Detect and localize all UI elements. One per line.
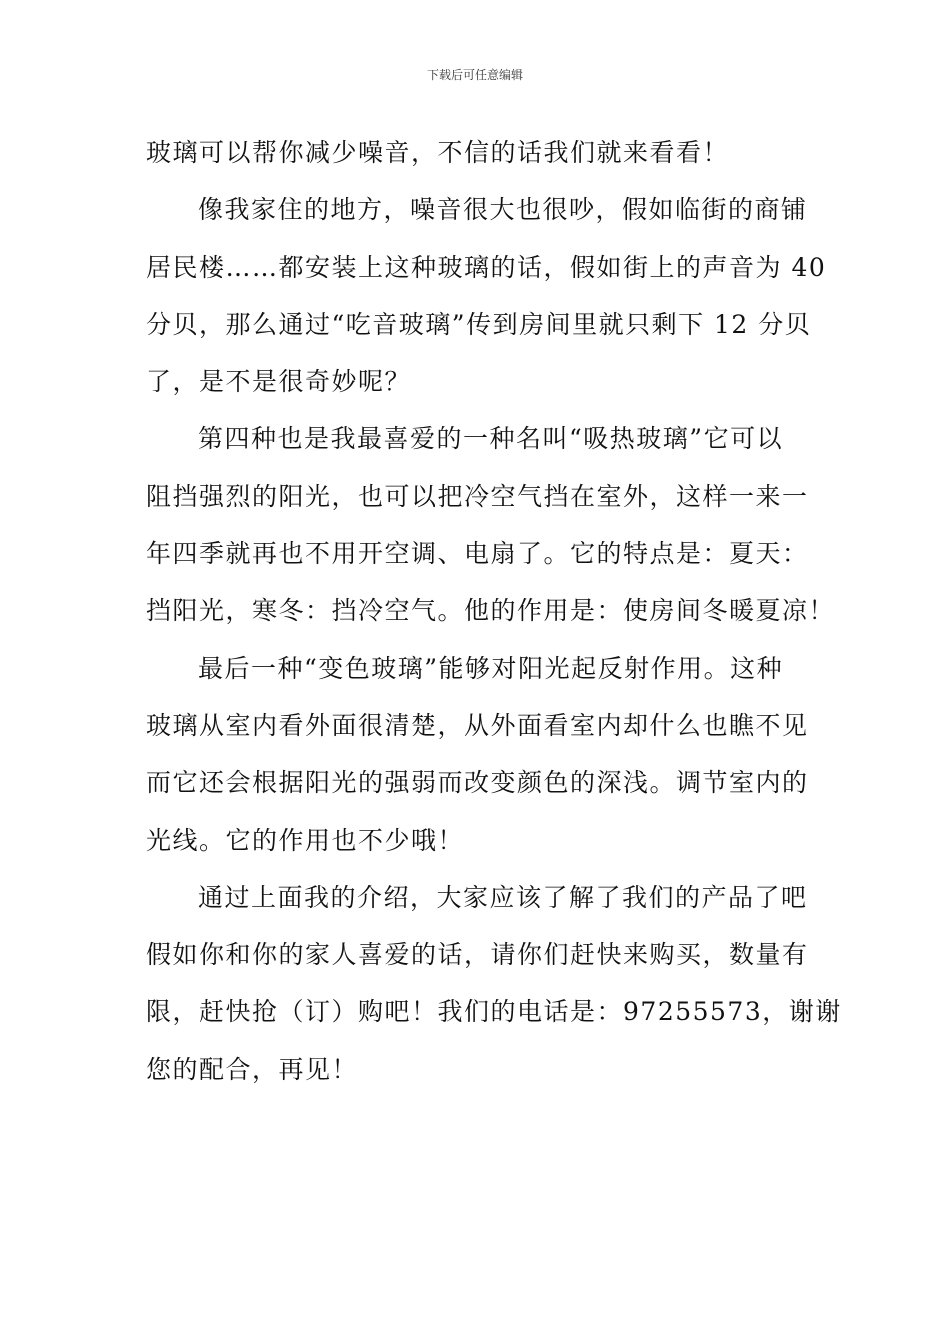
text-line: 而它还会根据阳光的强弱而改变颜色的深浅。调节室内的 bbox=[146, 768, 809, 798]
text-line: 了，是不是很奇妙呢？ bbox=[146, 367, 412, 397]
text-line: 假如你和你的家人喜爱的话，请你们赶快来购买，数量有 bbox=[146, 940, 809, 970]
text-line: 分贝，那么通过“吃音玻璃”传到房间里就只剩下 12 分贝 bbox=[146, 309, 812, 339]
text-line: 玻璃可以帮你减少噪音，不信的话我们就来看看！ bbox=[146, 138, 730, 167]
text-line: 玻璃从室内看外面很清楚，从外面看室内却什么也瞧不见 bbox=[146, 710, 809, 740]
page-header: 下载后可任意编辑 bbox=[426, 68, 523, 82]
text-line: 挡阳光，寒冬：挡冷空气。他的作用是：使房间冬暖夏凉！ bbox=[146, 596, 836, 626]
document-body bbox=[146, 124, 842, 1098]
text-line: 最后一种“变色玻璃”能够对阳光起反射作用。这种 bbox=[198, 653, 784, 683]
text-line: 限，赶快抢（订）购吧！我们的电话是：97255573，谢谢 bbox=[146, 997, 842, 1027]
text-line: 年四季就再也不用开空调、电扇了。它的特点是：夏天： bbox=[146, 539, 809, 569]
text-line: 像我家住的地方，噪音很大也很吵，假如临街的商铺 bbox=[198, 195, 808, 225]
text-line: 光线。它的作用也不少哦！ bbox=[146, 825, 465, 855]
text-line: 通过上面我的介绍，大家应该了解了我们的产品了吧 bbox=[198, 882, 808, 912]
text-line: 居民楼……都安装上这种玻璃的话，假如街上的声音为 40 bbox=[146, 252, 827, 282]
text-line: 第四种也是我最喜爱的一种名叫“吸热玻璃”它可以 bbox=[198, 424, 784, 454]
text-line: 您的配合，再见！ bbox=[146, 1054, 359, 1084]
text-line: 阻挡强烈的阳光，也可以把冷空气挡在室外，这样一来一 bbox=[146, 481, 809, 511]
